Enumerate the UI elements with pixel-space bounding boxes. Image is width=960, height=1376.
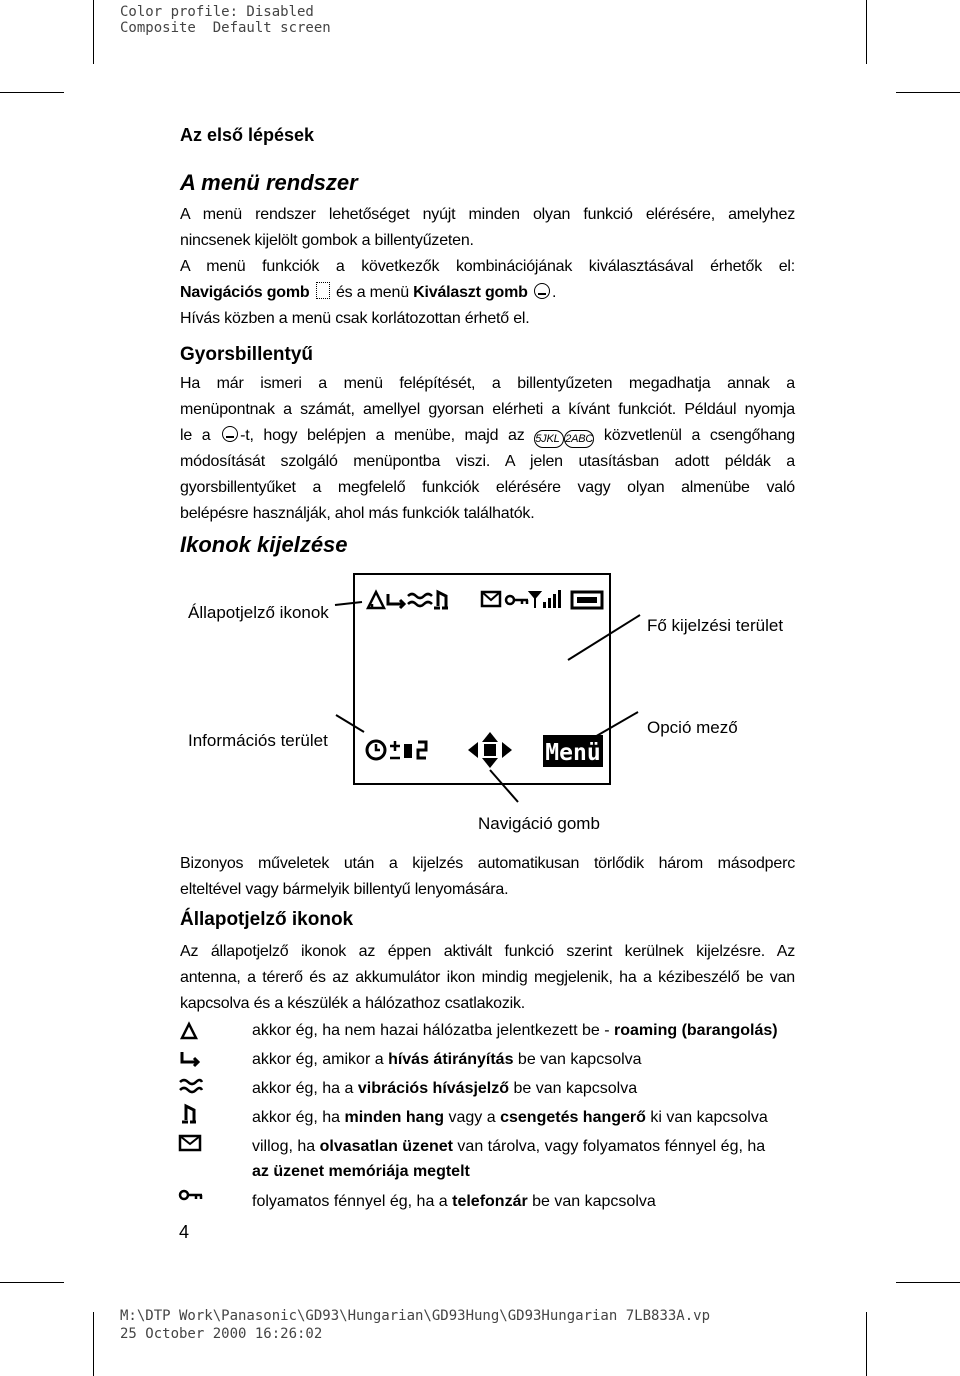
- menu-heading: A menü rendszer: [180, 170, 358, 195]
- nav-key-icon: [468, 732, 512, 768]
- info-area-icons: [367, 741, 426, 759]
- list-item: [252, 1189, 812, 1214]
- text-line: Bizonyos műveletek után a kijelzés automatikusan törlődik három másodperc: [180, 855, 795, 872]
- ringer-icon: [182, 1106, 196, 1122]
- text-fragment: akkor ég, ha nem hazai hálózatba jelentkezett be -: [252, 1022, 614, 1039]
- quick-paragraph: [180, 371, 795, 527]
- label-main-area: Fő kijelzési terület: [647, 616, 784, 635]
- text-line: A menü rendszer lehetőséget nyújt minden olyan funkció elérésére, amelyhez: [180, 206, 795, 223]
- text-fragment: vagy a: [444, 1109, 501, 1126]
- nav-key-icon: [316, 282, 330, 299]
- callout-line: [490, 770, 518, 802]
- text-bold: roaming (barangolás): [614, 1022, 778, 1039]
- text-fragment: be van kapcsolva: [509, 1080, 638, 1097]
- quick-heading: Gyorsbillentyű: [180, 344, 314, 365]
- status-icon-row: [368, 590, 602, 608]
- text-bold: csengetés hangerő: [500, 1109, 646, 1126]
- crop-mark: [896, 1282, 960, 1283]
- text-line: nincsenek kijelölt gombok a billentyűzeten.: [180, 232, 474, 249]
- text-fragment: akkor ég, ha: [252, 1109, 345, 1126]
- label-nav-key: Navigáció gomb: [478, 814, 600, 833]
- crop-mark: [866, 1312, 867, 1376]
- call-divert-icon: [388, 594, 404, 608]
- call-divert-icon: [182, 1052, 198, 1066]
- vibrate-icon: [408, 594, 432, 606]
- roaming-icon: [368, 592, 384, 608]
- key-5-icon: 5JKL: [534, 430, 564, 448]
- display-diagram: [0, 560, 960, 820]
- text-line: Az állapotjelző ikonok az éppen aktivált funkció szerint kerülnek kijelzésre. Az: [180, 943, 795, 960]
- text-bold: minden hang: [344, 1109, 445, 1126]
- label-status-icons: Állapotjelző ikonok: [188, 603, 329, 622]
- list-item: [252, 1047, 812, 1072]
- nav-left: [468, 742, 478, 758]
- list-item: [252, 1076, 812, 1101]
- text-fragment: ki van kapcsolva: [645, 1109, 768, 1126]
- clock-hands: [376, 744, 380, 750]
- status-paragraph: [180, 939, 795, 1017]
- nav-down: [482, 758, 498, 768]
- text-line: Ha már ismeri a menü felépítését, a billentyűzeten megadhatja annak a: [180, 375, 795, 392]
- key-lock-teeth: [514, 600, 528, 604]
- key-lock-teeth: [188, 1195, 202, 1199]
- list-item: [252, 1105, 812, 1130]
- text-line: belépésre használják, ahol más funkciók találhatók.: [180, 505, 535, 522]
- text-fragment: be van kapcsolva: [527, 1193, 656, 1210]
- crop-mark: [866, 0, 867, 64]
- text-fragment: közvetlenül a csengőhang: [603, 427, 796, 444]
- text-line: módosítását szolgáló menüpontba viszi. A jelen utasításban adott példák a: [180, 453, 795, 470]
- text-line: Navigációs gomb és a menü Kiválaszt gomb .: [180, 284, 557, 301]
- text-fragment: akkor ég, ha a: [252, 1080, 358, 1097]
- footer-slug-line-1: M:\DTP Work\Panasonic\GD93\Hungarian\GD93Hung\GD93Hungarian 7LB833A.vp: [120, 1308, 711, 1324]
- text-fragment: le a: [180, 427, 211, 444]
- text-bold: hívás átirányítás: [388, 1051, 514, 1068]
- crop-mark: [0, 1282, 64, 1283]
- ringer-icon: [434, 592, 448, 608]
- text-line: elteltével vagy bármelyik billentyű lenyomására.: [180, 881, 509, 898]
- nav-up: [482, 732, 498, 742]
- text-fragment: be van kapcsolva: [513, 1051, 642, 1068]
- text-line: A menü funkciók a következők kombinációjának kiválasztásával érhetők el:: [180, 258, 795, 275]
- select-key-icon: [222, 426, 238, 442]
- callout-line: [568, 615, 640, 660]
- menu-paragraph: [180, 202, 795, 332]
- nav-key-label: Navigációs gomb: [180, 284, 310, 301]
- crop-mark: [93, 1312, 94, 1376]
- menu-softkey-label: Menü: [545, 740, 601, 766]
- list-item: [252, 1134, 812, 1184]
- text-line: kapcsolva és a készülék a hálózathoz csatlakozik.: [180, 995, 526, 1012]
- text-fragment: -t, hogy belépjen a menübe, majd az: [240, 427, 525, 444]
- slug-line-2: Composite Default screen: [120, 20, 331, 36]
- text-bold: az üzenet memóriája megtelt: [252, 1163, 470, 1180]
- text-fragment: folyamatos fénnyel ég, ha a: [252, 1193, 453, 1210]
- signal-bar: [553, 594, 556, 608]
- signal-bar: [543, 602, 546, 608]
- text-fragment: és a menü: [335, 284, 409, 301]
- nav-center: [484, 744, 496, 756]
- icons-heading: Ikonok kijelzése: [180, 532, 348, 557]
- label-info-area: Információs terület: [188, 731, 328, 750]
- antenna-icon: [530, 592, 540, 608]
- callout-line: [336, 715, 364, 732]
- text-line: Hívás közben a menü csak korlátozottan érhető el.: [180, 310, 530, 327]
- page-number: 4: [179, 1222, 190, 1242]
- key-lock-icon: [506, 596, 514, 604]
- key-lock-icon: [180, 1191, 188, 1199]
- text-fragment: van tárolva, vagy folyamatos fénnyel ég, ha: [452, 1138, 766, 1155]
- select-key-label: Kiválaszt gomb: [413, 284, 528, 301]
- vibrate-icon: [180, 1080, 202, 1092]
- battery-fill: [577, 597, 597, 603]
- signal-bar: [558, 590, 561, 608]
- auto-clear-paragraph: [180, 851, 795, 903]
- text-fragment: villog, ha: [252, 1138, 320, 1155]
- text-bold: vibrációs hívásjelző: [357, 1080, 510, 1097]
- callout-line: [335, 602, 362, 605]
- crop-mark: [93, 0, 94, 64]
- callout-line: [593, 712, 638, 738]
- status-heading: Állapotjelző ikonok: [180, 909, 354, 930]
- select-key-icon: [534, 283, 550, 299]
- crop-mark: [0, 92, 64, 93]
- list-item: [252, 1018, 812, 1043]
- roaming-icon: [182, 1024, 196, 1038]
- text-line: [180, 423, 795, 449]
- section-title: Az első lépések: [180, 125, 315, 145]
- text-line: menüpontnak a számát, amellyel gyorsan elérheti a kívánt funkciót. Például nyomja: [180, 401, 795, 418]
- key-2-icon: 2ABC: [564, 430, 594, 448]
- line-2-icon: [418, 742, 426, 758]
- signal-bar: [548, 598, 551, 608]
- phone-icon: [404, 744, 412, 758]
- crop-mark: [896, 92, 960, 93]
- text-line: antenna, a térerő és az akkumulátor ikon mindig megjelenik, ha a kézibeszélő be van: [180, 969, 795, 986]
- footer-slug-line-2: 25 October 2000 16:26:02: [120, 1326, 323, 1342]
- text-bold: olvasatlan üzenet: [319, 1138, 453, 1155]
- text-fragment: akkor ég, amikor a: [252, 1051, 389, 1068]
- status-icon-list: [178, 1018, 208, 1218]
- text-line: gyorsbillentyűket a megfelelő funkciók elérésére vagy olyan almenübe való: [180, 479, 795, 496]
- plus-minus-icon: [390, 741, 400, 758]
- label-option-field: Opció mező: [647, 718, 738, 737]
- text-bold: telefonzár: [452, 1193, 528, 1210]
- nav-right: [502, 742, 512, 758]
- slug-line-1: Color profile: Disabled: [120, 4, 314, 20]
